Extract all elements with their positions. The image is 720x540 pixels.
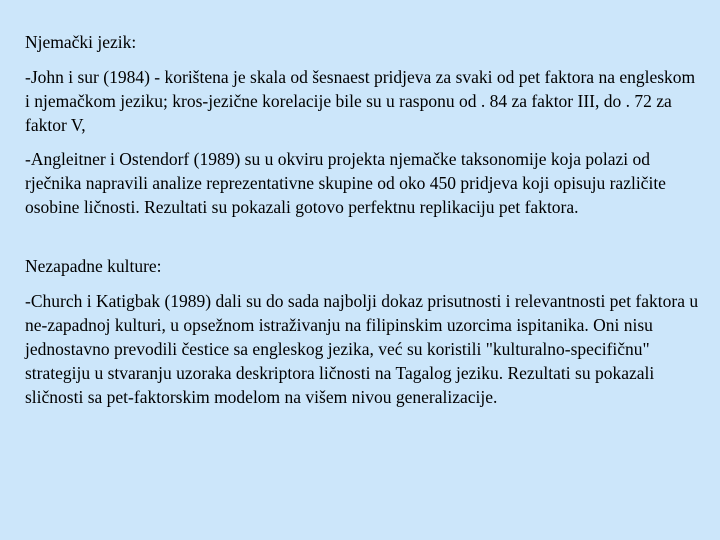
paragraph-church-katigbak: -Church i Katigbak (1989) dali su do sada najbolji dokaz prisutnosti i relevantnosti pet faktora u ne-zapadnoj kulturi, u opsežnom istraživanju na filipinskim uzorcima ispitanika. Oni nisu jednostavno prevodili čestice sa engleskog jezika, već su koristili "kulturalno-specifičnu" strategiju u stvaranju uzoraka deskriptora ličnosti na Tagalog jeziku. Rezultati su pokazali sličnosti sa pet-faktorskim modelom na višem nivou generalizacije. [25,291,699,407]
slide-content [25,30,700,419]
paragraph-john-1984: -John i sur (1984) - korištena je skala od šesnaest pridjeva za svaki od pet faktora na engleskom i njemačkom jeziku; kros-jezične korelacije bile su u rasponu od . 84 za faktor III, do . 72 za faktor V, [25,67,696,135]
paragraph-angleitner-ostendorf: -Angleitner i Ostendorf (1989) su u okviru projekta njemačke taksonomije koja polazi od rječnika napravili analize reprezentativne skupine od oko 450 pridjeva koji opisuju različite osobine ličnosti. Rezultati su pokazali gotovo perfektnu replikaciju pet faktora. [25,149,666,217]
section-heading-german: Njemački jezik: [25,32,137,52]
section-heading-non-western: Nezapadne kulture: [25,256,162,276]
